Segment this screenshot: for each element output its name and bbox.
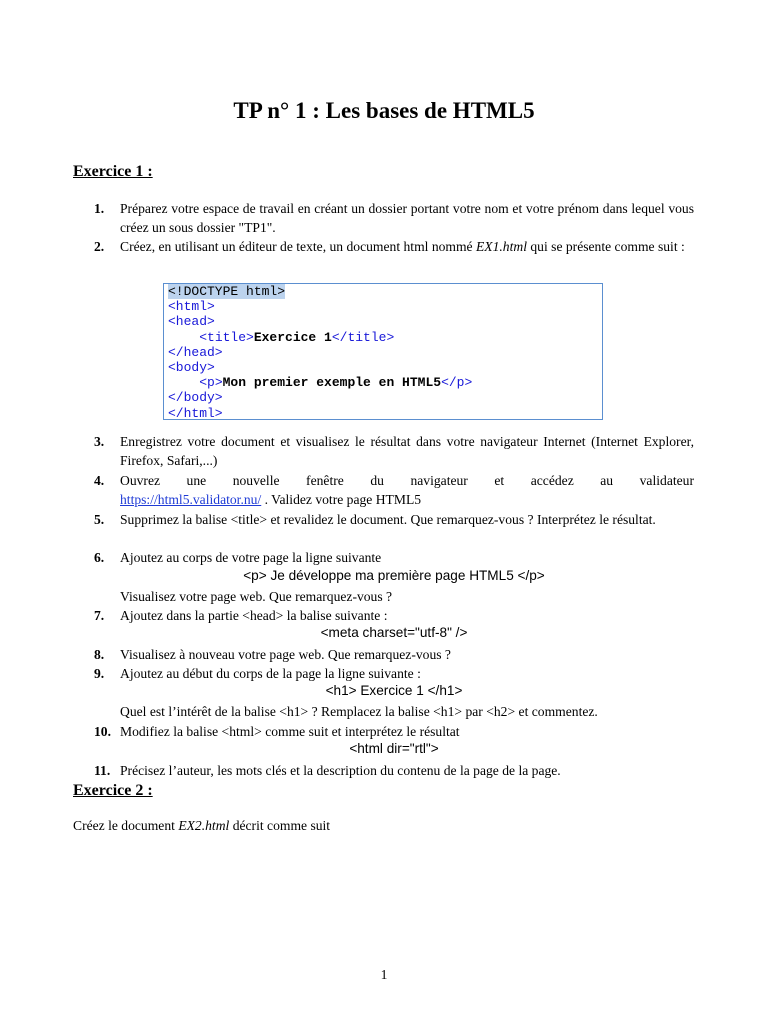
title-open-tag: <title> [199, 329, 254, 345]
item-text: Visualisez votre page web. Que remarquez-vous ? [120, 589, 393, 604]
exercise-2-text: Créez le document EX2.html décrit comme suit [73, 818, 331, 833]
item-number: 3. [94, 434, 105, 449]
item-number: 9. [94, 666, 105, 681]
doctype-line: <!DOCTYPE html> [168, 284, 286, 299]
item-number: 7. [94, 608, 105, 623]
item-number: 5. [94, 512, 105, 527]
list-item-2 [94, 237, 694, 256]
head-close-tag: </head> [168, 344, 223, 360]
list-item-4 [94, 471, 694, 490]
list-item-1 [94, 199, 694, 237]
item-text: Préparez votre espace de travail en créant un dossier portant votre nom et votre prénom dans lequel vous créez un sous dossier "TP1". [120, 201, 694, 235]
html-close-tag: </html> [168, 405, 223, 421]
body-close-tag: </body> [168, 390, 223, 406]
title-text: Exercice 1 [253, 329, 332, 345]
item-text: Modifiez la balise <html> comme suit et interprétez le résultat [120, 724, 460, 739]
list-item-5 [94, 510, 694, 529]
p-close-tag: </p> [441, 375, 473, 391]
item-text: Quel est l’intérêt de la balise <h1> ? Remplacez la balise <h1> par <h2> et commentez. [120, 704, 598, 719]
p-open-tag: <p> [199, 375, 223, 391]
list-item-4-line2 [94, 490, 694, 509]
title-close-tag: </title> [331, 329, 395, 345]
exercise-1-heading: Exercice 1 : [73, 163, 153, 180]
list-item-9 [94, 664, 694, 683]
item-text: Ajoutez au début du corps de la page la ligne suivante : [120, 666, 421, 681]
list-item-7 [94, 606, 694, 625]
list-item-10 [94, 722, 694, 741]
item-number: 10. [94, 724, 111, 739]
code-line-p: <p> Je développe ma première page HTML5 </p> [243, 568, 545, 583]
filename: EX1.html [476, 239, 527, 254]
item-text: Créez, en utilisant un éditeur de texte, un document html nommé EX1.html qui se présente comme suit : [120, 239, 685, 254]
item-number: 11. [94, 763, 111, 778]
item-number: 1. [94, 201, 105, 216]
item-text: Enregistrez votre document et visualisez le résultat dans votre navigateur Internet (Internet Explorer, Firefox, Safari,...) [120, 434, 694, 468]
item-number: 4. [94, 473, 105, 488]
p-text: Mon premier exemple en HTML5 [222, 375, 442, 391]
list-item-9-followup [94, 702, 694, 721]
html-open-tag: <html> [168, 299, 215, 315]
item-text: Supprimez la balise <title> et revalidez le document. Que remarquez-vous ? Interprétez le résultat. [120, 512, 656, 527]
item-number: 2. [94, 239, 105, 254]
item-number: 8. [94, 647, 105, 662]
item-text: https://html5.validator.nu/ . Validez votre page HTML5 [120, 492, 422, 507]
filename: EX2.html [178, 818, 230, 833]
code-sample-box [163, 283, 603, 420]
item-text: Précisez l’auteur, les mots clés et la description du contenu de la page de la page. [120, 763, 561, 778]
list-item-6-followup [94, 587, 694, 606]
item-text: Ouvrez une nouvelle fenêtre du navigateur et accédez au validateur [120, 473, 694, 488]
item-text: Ajoutez dans la partie <head> la balise suivante : [120, 608, 388, 623]
body-open-tag: <body> [168, 359, 215, 375]
code-line-h1: <h1> Exercice 1 </h1> [325, 683, 463, 698]
item-text: Ajoutez au corps de votre page la ligne suivante [120, 550, 382, 565]
head-open-tag: <head> [168, 314, 215, 330]
list-item-11 [94, 761, 694, 780]
item-text: Visualisez à nouveau votre page web. Que remarquez-vous ? [120, 647, 451, 662]
validator-link[interactable]: https://html5.validator.nu/ [120, 492, 262, 507]
list-item-3 [94, 432, 694, 470]
list-item-6 [94, 548, 694, 567]
item-number: 6. [94, 550, 105, 565]
code-line-html-dir: <html dir="rtl"> [349, 741, 439, 756]
exercise-2-heading: Exercice 2 : [73, 782, 153, 799]
code-line-meta: <meta charset="utf-8" /> [320, 625, 468, 640]
page-title: TP n° 1 : Les bases de HTML5 [233, 98, 535, 123]
list-item-8 [94, 645, 694, 664]
page-number: 1 [380, 967, 388, 982]
